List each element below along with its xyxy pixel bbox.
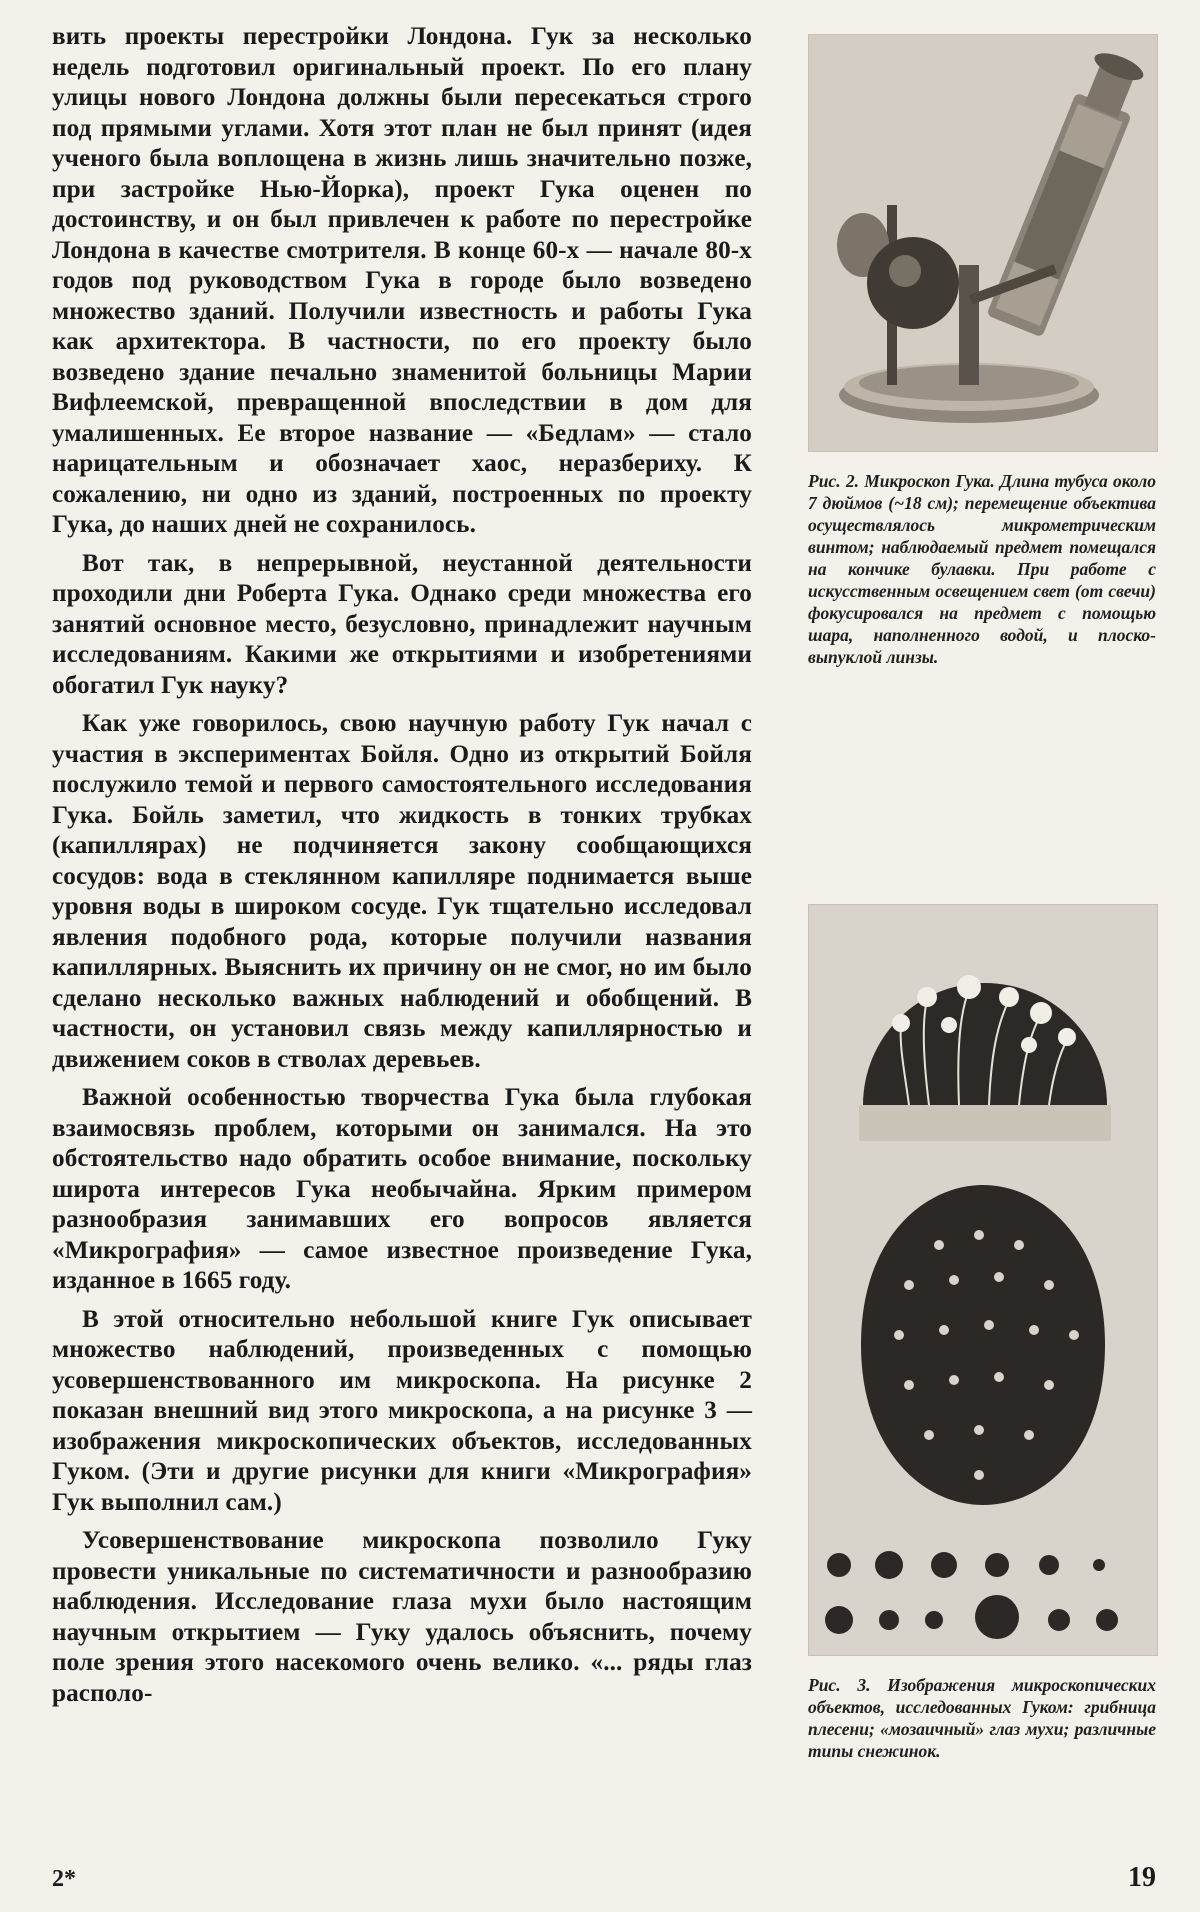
paragraph-3: Как уже говорилось, свою научную работу Гук начал с участия в экспериментах Бойля. Одно из открытий Бойля послужило темой и первого самостоятельного исследования Гука. Бойль заметил, что жидкость в тонких трубках (капиллярах) не подчиняется закону сообщающихся сосудов: вода в стеклянном капилляре поднимается выше уровня воды в широком сосуде. Гук тщательно исследовал явления подобного рода, которые получили названия капиллярных. Выяснить их причину он не смог, но им было сделано несколько важных наблюдений и обобщений. В частности, он установил связь между капиллярностью и движением соков в стволах деревьев. bbox=[52, 710, 752, 1073]
figure-2-image bbox=[808, 34, 1158, 452]
figure-3-caption: Рис. 3. Изображения микроскопических объектов, исследованных Гуком: грибница плесени; «мозаичный» глаз мухи; различные типы снежинок. bbox=[808, 1675, 1156, 1761]
signature-mark: 2* bbox=[52, 1866, 76, 1892]
page-number: 19 bbox=[1128, 1862, 1156, 1893]
paragraph-6: Усовершенствование микроскопа позволило Гуку провести уникальные по систематичности и разнообразию наблюдения. Исследование глаза мухи было настоящим научным открытием — Гуку удалось объяснить, почему поле зрения этого насекомого очень велико. «... ряды глаз располо- bbox=[52, 1527, 752, 1707]
figure-3-block bbox=[808, 904, 1156, 1762]
micrographia-illustration bbox=[809, 905, 1157, 1655]
figure-2-block bbox=[808, 34, 1156, 668]
paragraph-5: В этой относительно небольшой книге Гук описывает множество наблюдений, произведенных с помощью усовершенствованного им микроскопа. На рисунке 2 показан внешний вид этого микроскопа, а на рисунке 3 — изображения микроскопических объектов, исследованных Гуком. (Эти и другие рисунки для книги «Микрография» Гук выполнил сам.) bbox=[52, 1305, 752, 1516]
paragraph-4: Важной особенностью творчества Гука была глубокая взаимосвязь проблем, которыми он занимался. На это обстоятельство надо обратить особое внимание, поскольку широта интересов Гука необычайна. Ярким примером разнообразия занимавших его вопросов является «Микрография» — самое известное произведение Гука, изданное в 1665 году. bbox=[52, 1084, 752, 1294]
microscope-illustration bbox=[809, 35, 1157, 451]
figure-2-caption: Рис. 2. Микроскоп Гука. Длина тубуса около 7 дюймов (~18 см); перемещение объектива осуществлялось микрометрическим винтом; наблюдаемый предмет помещался на кончике булавки. При работе с искусственным освещением свет (от свечи) фокусировался на предмет с помощью шара, наполненного водой, и плоско-выпуклой линзы. bbox=[808, 471, 1156, 667]
main-text-column bbox=[52, 22, 752, 1717]
figure-3-image bbox=[808, 904, 1158, 1656]
paragraph-2: Вот так, в непрерывной, неустанной деятельности проходили дни Роберта Гука. Однако среди множества его занятий основное место, безусловно, принадлежит научным исследованиям. Какими же открытиями и изобретениями обогатил Гук науку? bbox=[52, 549, 752, 699]
paragraph-1: вить проекты перестройки Лондона. Гук за несколько недель подготовил оригинальный проект. По его плану улицы нового Лондона должны были пересекаться строго под прямыми углами. Хотя этот план не был принят (идея ученого была воплощена в жизнь лишь значительно позже, при застройке Нью-Йорка), проект Гука оценен по достоинству, и он был привлечен к работе по перестройке Лондона в качестве смотрителя. В конце 60-х — начале 80-х годов под руководством Гука в городе было возведено множество зданий. Получили известность и работы Гука как архитектора. В частности, по его проекту было возведено здание печально знаменитой больницы Марии Вифлеемской, превращенной впоследствии в дом для умалишенных. Ее второе название — «Бедлам» — стало нарицательным и обозначает хаос, неразбериху. К сожалению, ни одно из зданий, построенных по проекту Гука, до наших дней не сохранилось. bbox=[52, 23, 752, 538]
